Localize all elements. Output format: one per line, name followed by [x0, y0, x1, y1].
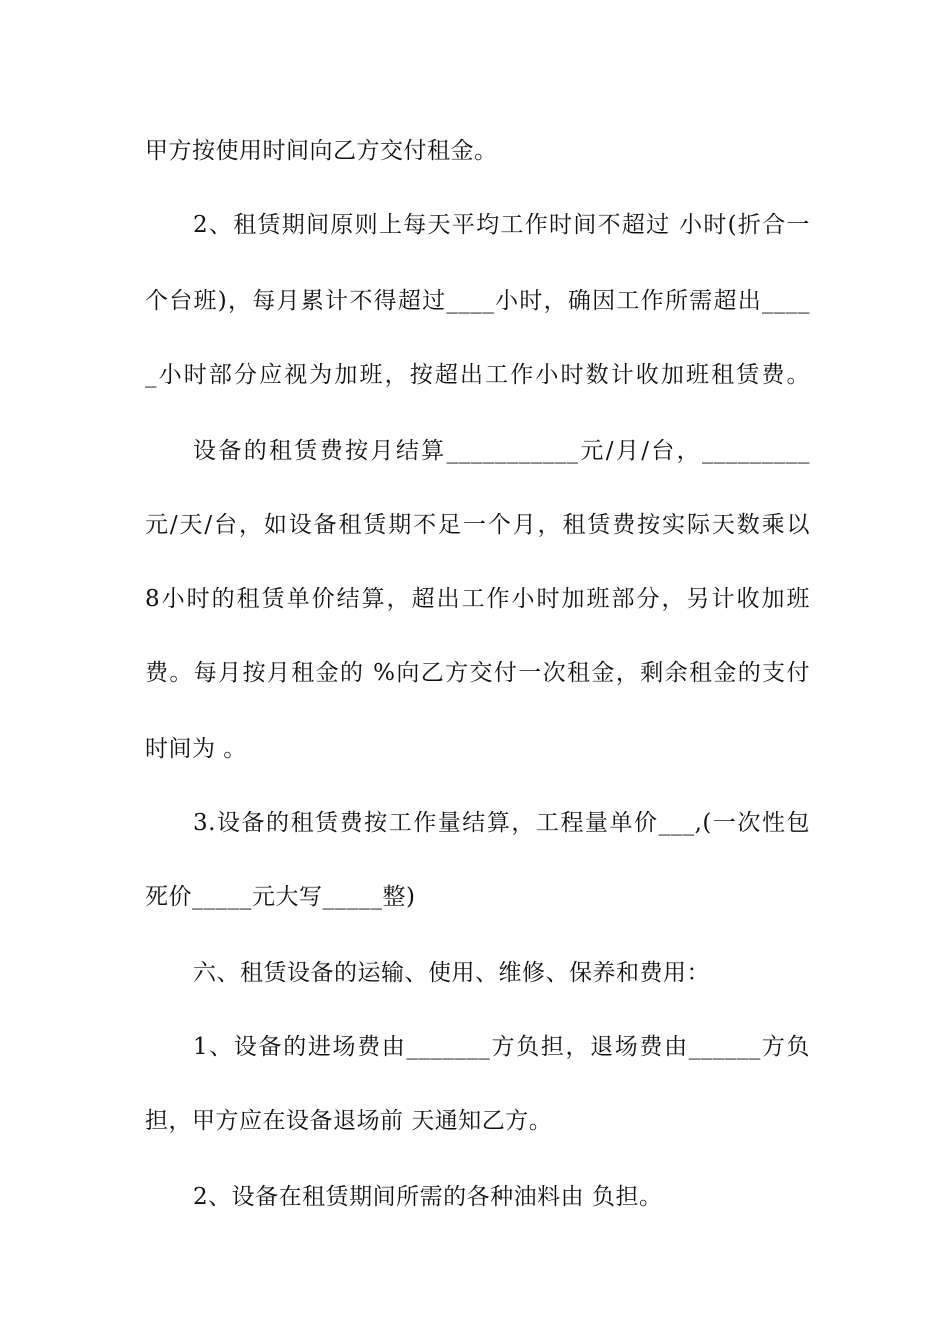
text-line: 元/天/台，如设备租赁期不足一个月，租赁费按实际天数乘以	[145, 512, 810, 538]
text-line: 费。每月按月租金的 %向乙方交付一次租金，剩余租金的支付	[145, 660, 810, 686]
text-line: _小时部分应视为加班，按超出工作小时数计收加班租赁费。	[145, 362, 810, 388]
text-line: 个台班)，每月累计不得超过____小时，确因工作所需超出____	[145, 288, 810, 314]
text-line: 担，甲方应在设备退场前 天通知乙方。	[145, 1108, 553, 1134]
text-line: 1、设备的进场费由_______方负担，退场费由______方负	[193, 1034, 810, 1060]
text-line: 3.设备的租赁费按工作量结算，工程量单价___,(一次性包	[193, 810, 810, 836]
text-line: 六、租赁设备的运输、使用、维修、保养和费用：	[193, 960, 710, 986]
text-line: 8小时的租赁单价结算，超出工作小时加班部分，另计收加班	[145, 586, 810, 612]
text-line: 死价_____元大写_____整)	[145, 884, 416, 910]
text-line: 设备的租赁费按月结算___________元/月/台，_________	[193, 438, 810, 464]
text-line: 2、设备在租赁期间所需的各种油料由 负担。	[193, 1184, 663, 1210]
text-line: 甲方按使用时间向乙方交付租金。	[145, 138, 498, 164]
text-line: 2、租赁期间原则上每天平均工作时间不超过 小时(折合一	[193, 212, 810, 238]
text-line: 时间为 。	[145, 736, 247, 762]
